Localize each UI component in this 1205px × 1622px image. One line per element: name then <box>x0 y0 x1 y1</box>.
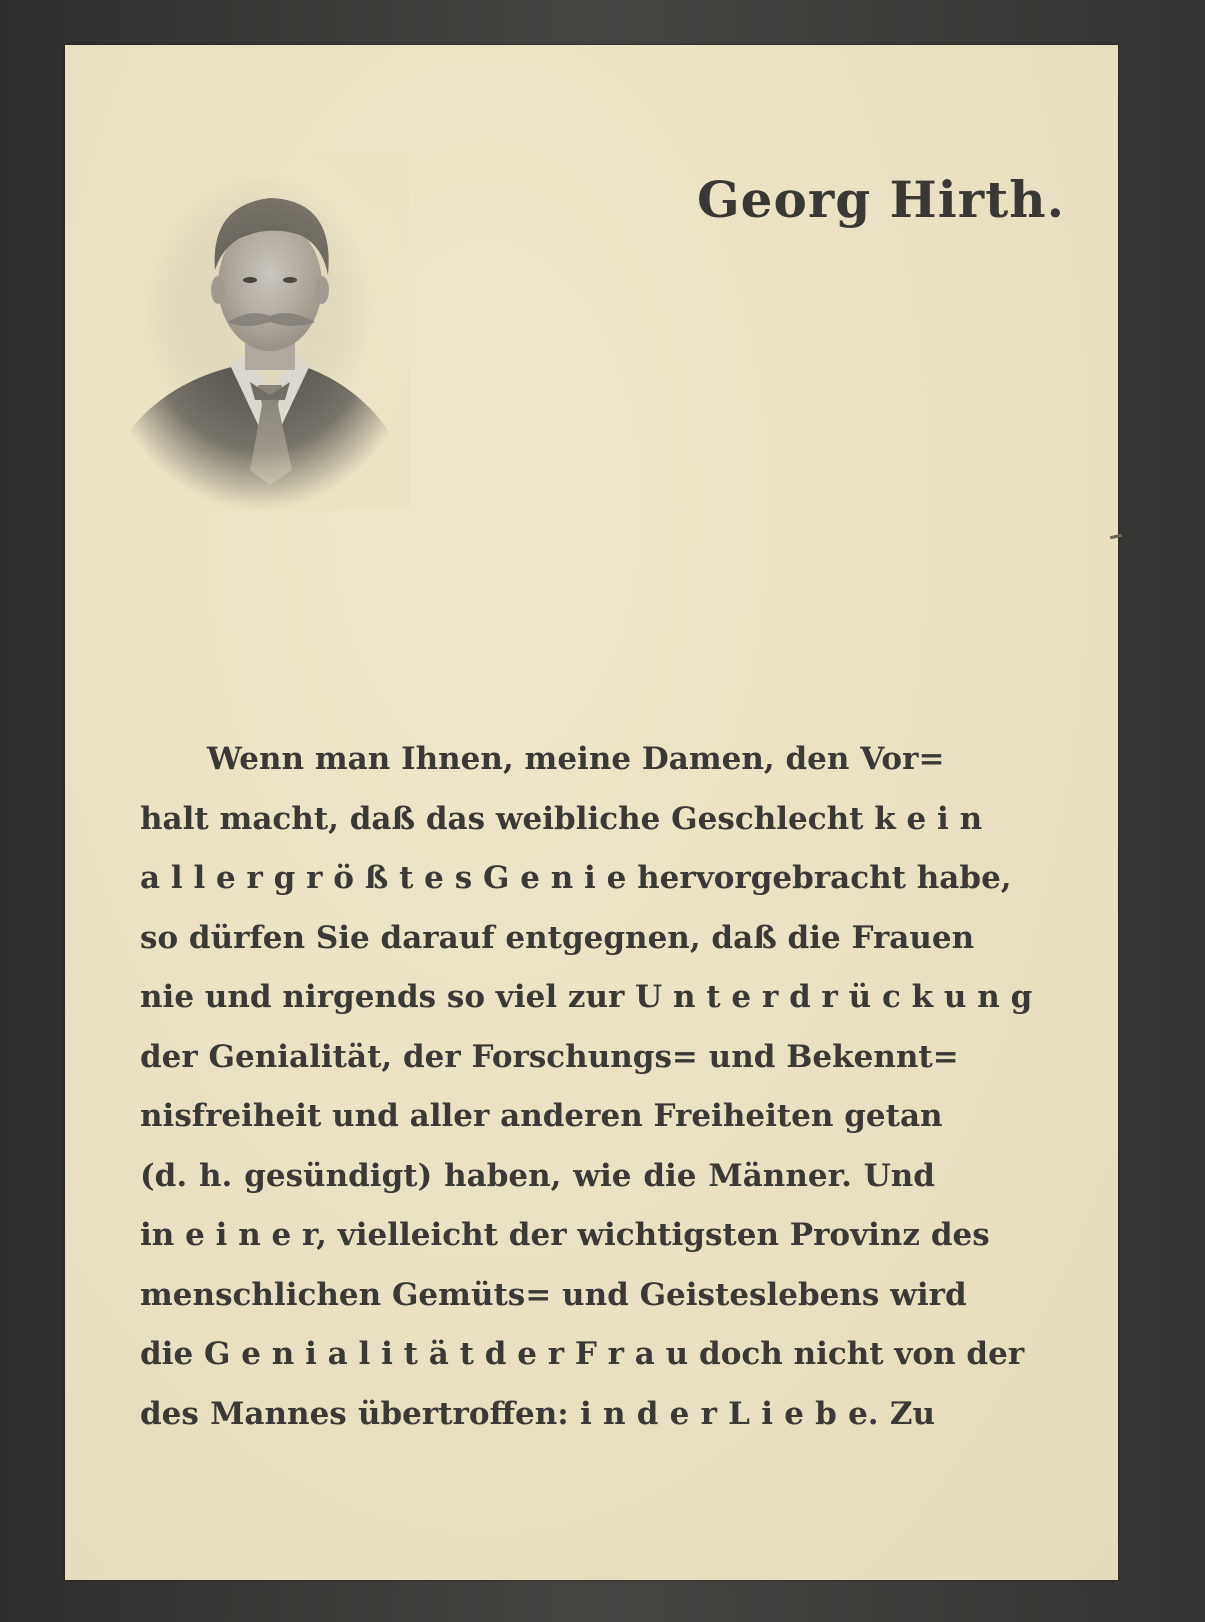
body-paragraph <box>140 730 1033 1444</box>
text-line: halt macht, daß das weibliche Geschlecht k e i n <box>140 800 983 837</box>
page-title: Georg Hirth. <box>696 170 1065 229</box>
portrait-photo <box>110 150 410 510</box>
text-line: die G e n i a l i t ä t d e r F r a u doch nicht von der <box>140 1336 1025 1372</box>
text-line: der Genialität, der Forschungs= und Bekennt= <box>140 1038 959 1075</box>
text-line: a l l e r g r ö ß t e s G e n i e hervorgebracht habe, <box>140 860 1012 896</box>
text-line: in e i n e r, vielleicht der wichtigsten Provinz des <box>140 1217 990 1253</box>
text-line: Wenn man Ihnen, meine Damen, den Vor= <box>207 741 945 777</box>
text-line: menschlichen Gemüts= und Geisteslebens wird <box>140 1276 967 1313</box>
text-line: des Mannes übertroffen: i n d e r L i e b e. Zu <box>140 1395 935 1432</box>
text-line: (d. h. gesündigt) haben, wie die Männer. Und <box>140 1157 935 1194</box>
text-line: nisfreiheit und aller anderen Freiheiten getan <box>140 1098 943 1134</box>
text-line: so dürfen Sie darauf entgegnen, daß die Frauen <box>140 919 975 956</box>
text-line: nie und nirgends so viel zur U n t e r d r ü c k u n g <box>140 979 1033 1015</box>
